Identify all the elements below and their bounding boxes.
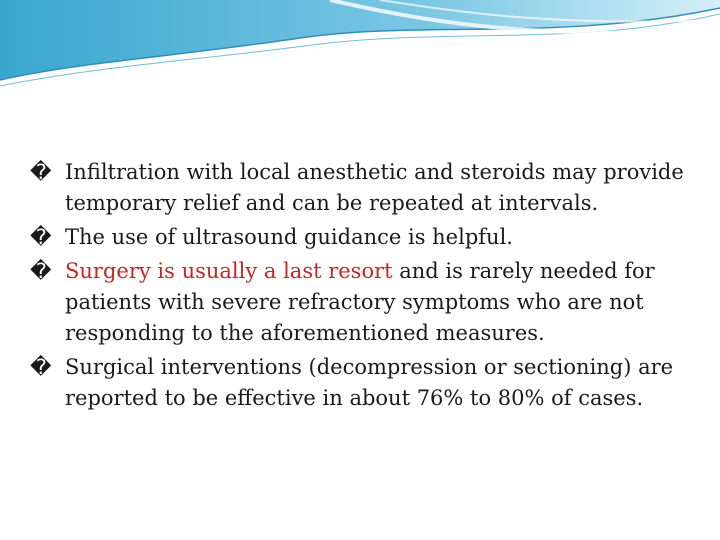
bullet-text: and is rarely needed for patients with severe refractory symptoms who are not responding to the aforementioned measures.: [65, 259, 655, 345]
wave-header-decoration: [0, 0, 720, 90]
highlighted-text: Surgery is usually a last resort: [65, 259, 393, 283]
bullet-text: Surgical interventions (decompression or sectioning) are reported to be effective in about 76% to 80% of cases.: [65, 355, 674, 410]
bullet-item-1: [30, 157, 690, 219]
bullet-item-4: [30, 352, 690, 414]
bullet-text: The use of ultrasound guidance is helpful.: [65, 225, 513, 249]
bullet-marker: �: [30, 160, 52, 184]
bullet-marker: �: [30, 225, 52, 249]
bullet-item-2: [30, 222, 690, 253]
bullet-list: [30, 157, 690, 417]
bullet-marker: �: [30, 259, 52, 283]
bullet-marker: �: [30, 355, 52, 379]
bullet-item-3: [30, 256, 690, 349]
bullet-text: Infiltration with local anesthetic and steroids may provide temporary relief and can be repeated at intervals.: [65, 160, 684, 215]
